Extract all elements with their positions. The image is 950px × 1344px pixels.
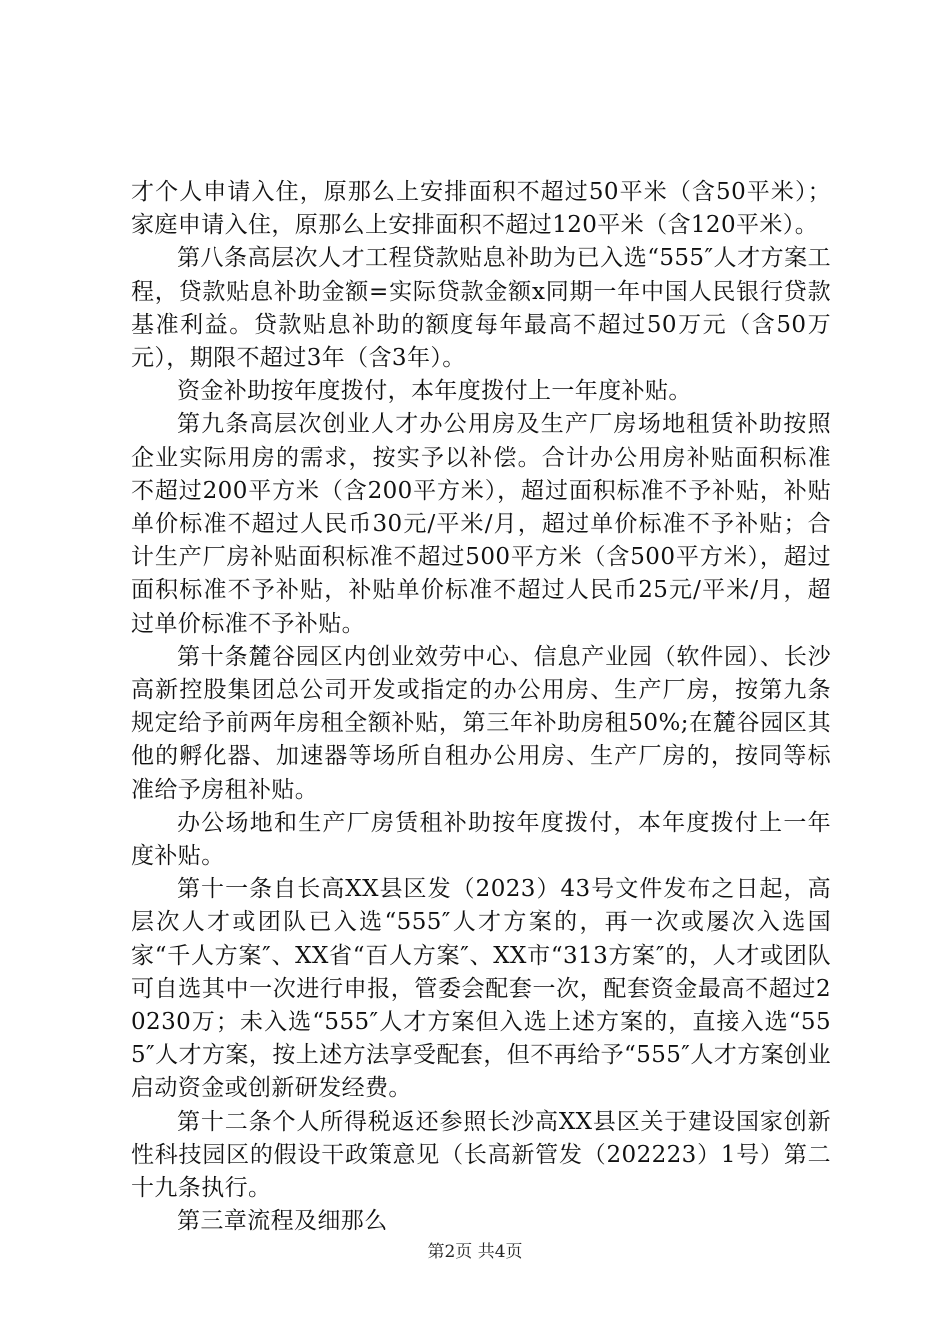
paragraph-article-12: 第十二条个人所得税返还参照长沙高XX县区关于建设国家创新性科技园区的假设干政策意见（长高新管发（202223）1号）第二十九条执行。 xyxy=(131,1108,831,1202)
chapter-heading: 第三章流程及细那么 xyxy=(177,1208,388,1235)
paragraph-article-11: 第十一条自长高XX县区发（2023）43号文件发布之日起，高层次人才或团队已入选“555″人才方案的，再一次或屡次入选国家“千人方案″、XX省“百人方案″、XX市“313方案″的，人才或团队可自选其中一次进行申报，管委会配套一次，配套资金最高不超过20230万；未入选“555″人才方案但入选上述方案的，直接入选“555″人才方案，按上述方法享受配套，但不再给予“555″人才方案创业启动资金或创新研发经费。 xyxy=(131,876,831,1102)
document-body xyxy=(131,176,831,1239)
paragraph-article-9: 第九条高层次创业人才办公用房及生产厂房场地租赁补助按照企业实际用房的需求，按实予以补偿。合计办公用房补贴面积标准不超过200平方米（含200平方米），超过面积标准不予补贴，补贴单价标准不超过人民币30元/平米/月，超过单价标准不予补贴；合计生产厂房补贴面积标准不超过500平方米（含500平方米），超过面积标准不予补贴，补贴单价标准不超过人民币25元/平米/月，超过单价标准不予补贴。 xyxy=(131,411,831,637)
paragraph-rent-subsidy-schedule: 办公场地和生产厂房赁租补助按年度拨付，本年度拨付上一年度补贴。 xyxy=(131,809,831,870)
paragraph-funding-schedule: 资金补助按年度拨付，本年度拨付上一年度补贴。 xyxy=(177,378,692,405)
paragraph-article-8: 第八条高层次人才工程贷款贴息补助为已入选“555″人才方案工程，贷款贴息补助金额=实际贷款金额x同期一年中国人民银行贷款基准利益。贷款贴息补助的额度每年最高不超过50万元（含50万元），期限不超过3年（含3年）。 xyxy=(131,245,831,372)
paragraph-continuation: 才个人申请入住，原那么上安排面积不超过50平米（含50平米）；家庭申请入住，原那么上安排面积不超过120平米（含120平米）。 xyxy=(131,179,831,239)
paragraph-article-10: 第十条麓谷园区内创业效劳中心、信息产业园（软件园）、长沙高新控股集团总公司开发或指定的办公用房、生产厂房，按第九条规定给予前两年房租全额补贴，第三年补助房租50%;在麓谷园区其他的孵化器、加速器等场所自租办公用房、生产厂房的，按同等标准给予房租补贴。 xyxy=(131,643,831,803)
page-number-footer: 第2页 共4页 xyxy=(427,1242,523,1262)
